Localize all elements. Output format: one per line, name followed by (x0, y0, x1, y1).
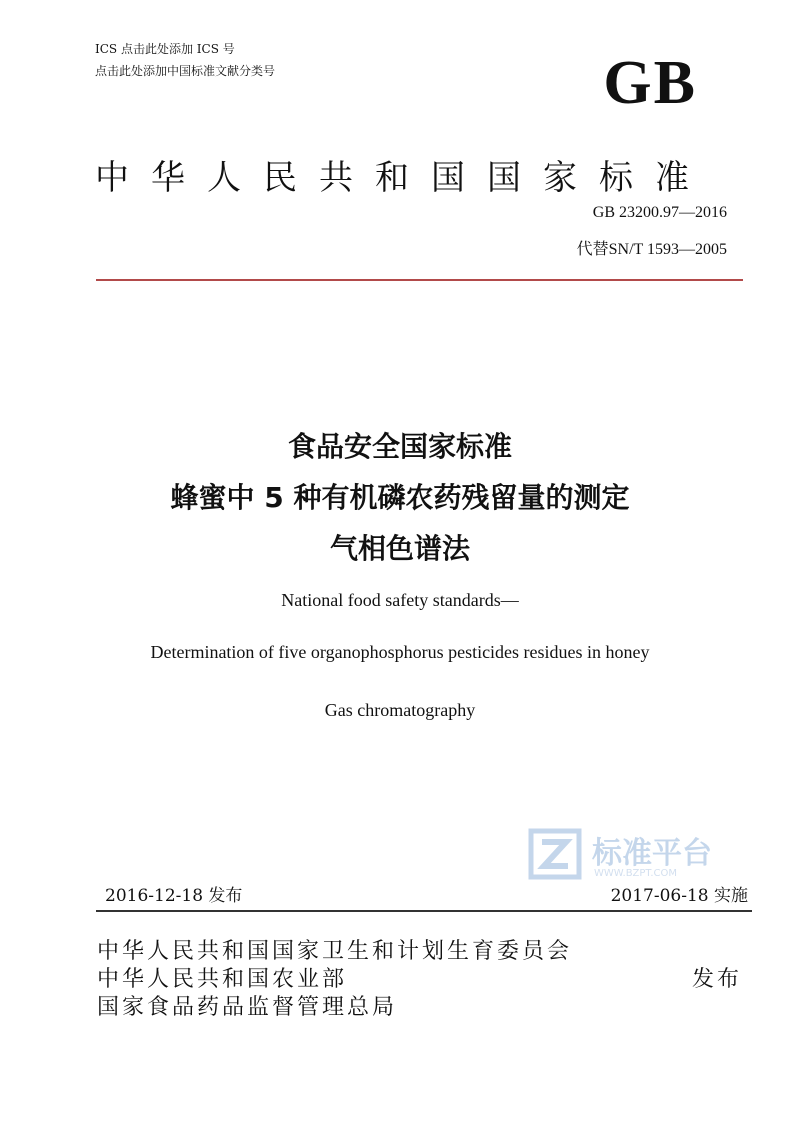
publish-label: 发布 (692, 967, 743, 992)
issue-date: 2016-12-18 发布 (105, 886, 243, 906)
issuer-org-3: 国家食品药品监督管理总局 (97, 995, 398, 1020)
watermark-text: 标准平台 (592, 836, 712, 871)
issuer-org-2: 中华人民共和国农业部 (97, 967, 348, 992)
national-standard-heading: 中华人民共和国国家标准 (95, 158, 711, 198)
english-title-line-3: Gas chromatography (324, 700, 476, 720)
english-title-line-2: Determination of five organophosphorus pesticides residues in honey (150, 642, 650, 662)
watermark-logo-icon (528, 828, 582, 880)
ccs-placeholder: 点击此处添加中国标准文献分类号 (95, 64, 276, 78)
title-line-2: 蜂蜜中 5 种有机磷农药残留量的测定 (170, 481, 630, 514)
replaces-standard: 代替SN/T 1593—2005 (576, 241, 727, 258)
top-divider (96, 279, 743, 281)
watermark-url: WWW.BZPT.COM (594, 868, 678, 879)
title-line-3: 气相色谱法 (329, 532, 470, 565)
issuer-org-1: 中华人民共和国国家卫生和计划生育委员会 (97, 939, 573, 964)
english-title-line-1: National food safety standards— (281, 590, 519, 610)
standard-number: GB 23200.97—2016 (592, 204, 727, 221)
implementation-date: 2017-06-18 实施 (610, 886, 748, 906)
bottom-divider (96, 910, 752, 912)
gb-logo: GB (603, 49, 697, 117)
watermark (528, 828, 728, 888)
title-line-1: 食品安全国家标准 (287, 430, 512, 463)
ics-placeholder: ICS 点击此处添加 ICS 号 (95, 42, 235, 56)
